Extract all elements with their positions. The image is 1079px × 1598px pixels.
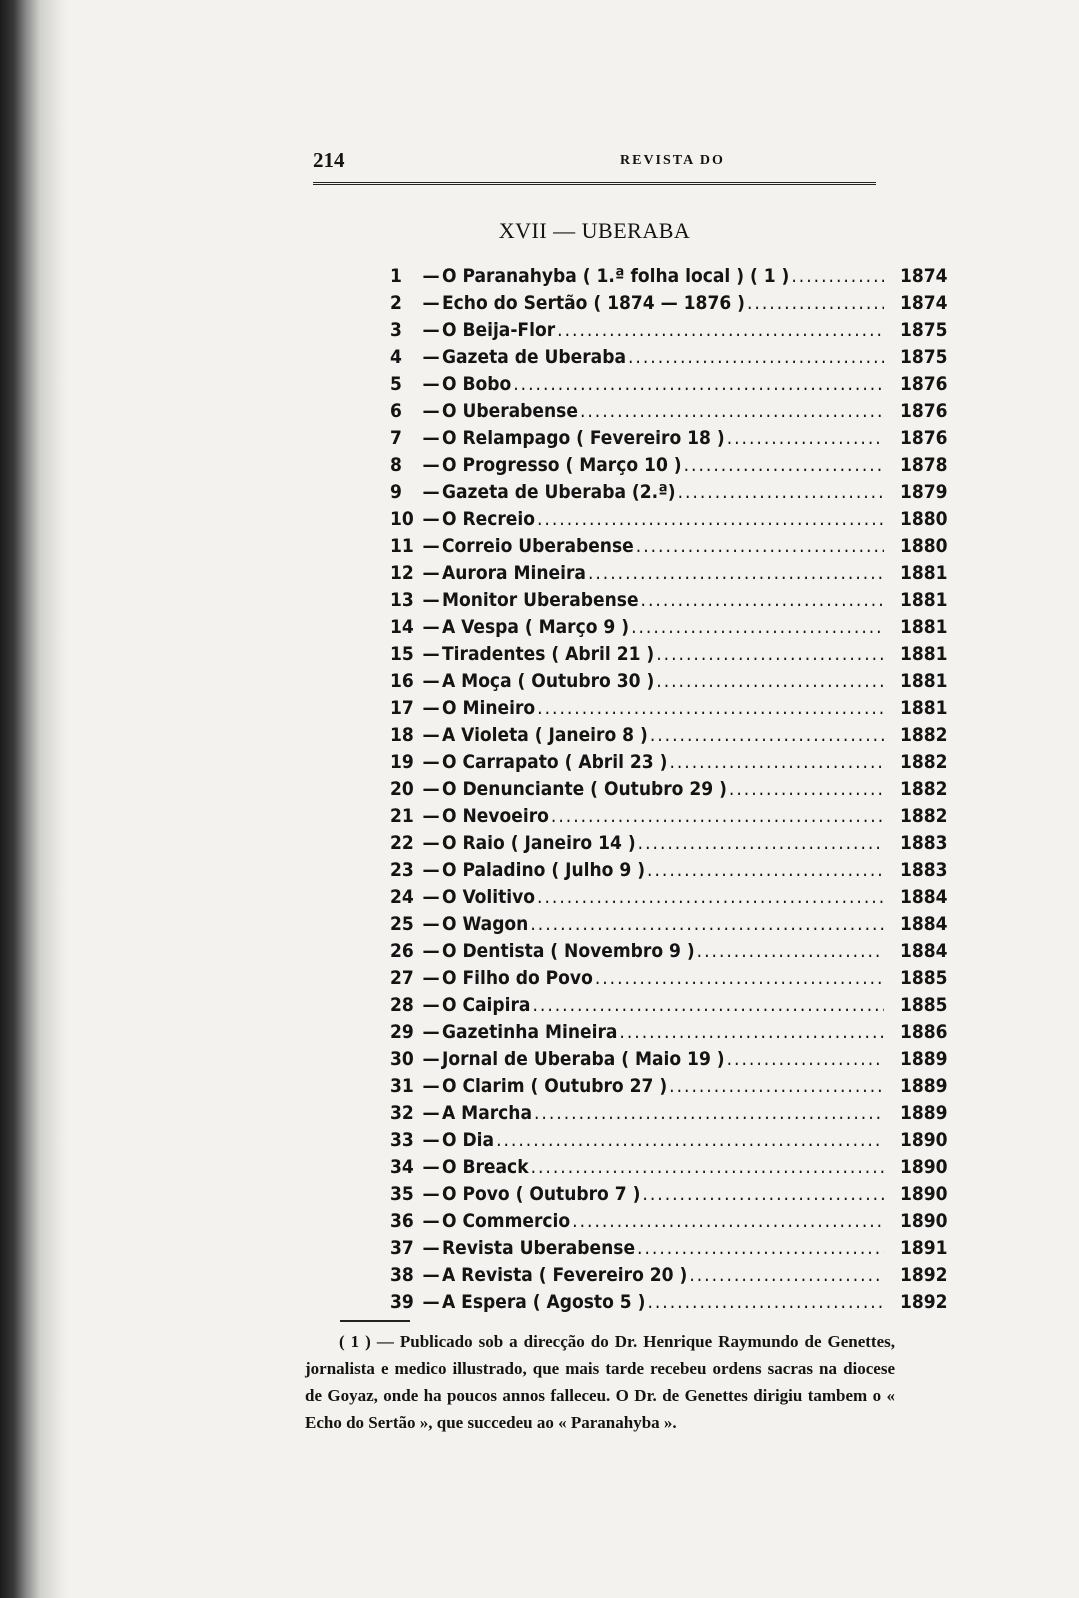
entry-dash: — [422,615,440,638]
list-item [390,640,970,667]
list-item [390,721,970,748]
entry-number: 18 [390,723,414,746]
entry-title: O Caipira [442,993,531,1016]
entry-number: 8 [390,453,402,476]
entry-title: O Relampago ( Fevereiro 18 ) [442,426,725,449]
list-item [390,937,970,964]
entry-dash: — [422,399,440,422]
entry-dash: — [422,453,440,476]
list-item [390,343,970,370]
entry-year: 1876 [900,372,948,395]
list-item [390,613,970,640]
entry-year: 1890 [900,1209,948,1232]
list-item [390,1072,970,1099]
entry-year: 1881 [900,588,948,611]
entry-number: 34 [390,1155,414,1178]
entry-dash: — [422,534,440,557]
list-item [390,505,970,532]
running-title: REVISTA DO [620,153,725,168]
list-item [390,451,970,478]
list-item [390,289,970,316]
dot-leader [642,1183,884,1205]
entry-title: A Revista ( Fevereiro 20 ) [442,1263,688,1286]
list-item [390,1207,970,1234]
entry-number: 10 [390,507,414,530]
entry-year: 1881 [900,669,948,692]
entry-title: Revista Uberabense [442,1236,636,1259]
entry-dash: — [422,669,440,692]
entry-dash: — [422,291,440,314]
entry-year: 1875 [900,318,948,341]
entry-dash: — [422,696,440,719]
list-item [390,694,970,721]
entry-dash: — [422,480,440,503]
entry-year: 1882 [900,723,948,746]
dot-leader [537,697,884,719]
entry-number: 26 [390,939,414,962]
dot-leader [647,1291,884,1313]
entry-dash: — [422,507,440,530]
footnote: ( 1 ) — Publicado sob a direcção do Dr. Henrique Raymundo de Genettes, jornalista e medico illustrado, que mais tarde recebeu ordens sacras na diocese de Goyaz, onde ha poucos annos falleceu. O Dr. de Genettes dirigiu tambem o « Echo do Sertão », que succedeu ao « Paranahyba ». [305,1332,895,1432]
list-item [390,559,970,586]
entry-dash: — [422,1047,440,1070]
entry-title: O Wagon [442,912,529,935]
dot-leader [588,562,884,584]
entry-number: 3 [390,318,402,341]
entry-title: O Commercio [442,1209,571,1232]
entry-number: 29 [390,1020,414,1043]
entry-dash: — [422,1101,440,1124]
dot-leader [631,616,884,638]
list-item [390,964,970,991]
entry-dash: — [422,966,440,989]
list-item [390,262,970,289]
entry-year: 1882 [900,777,948,800]
entry-year: 1876 [900,399,948,422]
dot-leader [537,508,884,530]
entry-year: 1883 [900,831,948,854]
dot-leader [580,400,884,422]
entry-year: 1879 [900,480,948,503]
dot-leader [650,724,884,746]
entry-title: A Vespa ( Março 9 ) [442,615,630,638]
entry-year: 1884 [900,885,948,908]
entry-dash: — [422,318,440,341]
entry-title: O Breack [442,1155,529,1178]
entry-number: 2 [390,291,402,314]
list-item [390,586,970,613]
entry-year: 1886 [900,1020,948,1043]
list-item [390,1099,970,1126]
dot-leader [496,1129,884,1151]
entry-number: 31 [390,1074,414,1097]
entry-title: O Paranahyba ( 1.ª folha local ) ( 1 ) [442,264,790,287]
list-item [390,1288,970,1315]
list-item [390,1126,970,1153]
entry-year: 1881 [900,561,948,584]
entry-title: Jornal de Uberaba ( Maio 19 ) [442,1047,725,1070]
list-item [390,748,970,775]
entry-number: 21 [390,804,414,827]
entry-title: A Moça ( Outubro 30 ) [442,669,655,692]
entry-dash: — [422,831,440,854]
entry-number: 27 [390,966,414,989]
entry-title: A Violeta ( Janeiro 8 ) [442,723,648,746]
entry-number: 23 [390,858,414,881]
entry-number: 30 [390,1047,414,1070]
page-number: 214 [313,148,345,172]
entry-title: A Espera ( Agosto 5 ) [442,1290,646,1313]
running-head [313,148,876,178]
entry-dash: — [422,1290,440,1313]
entry-year: 1885 [900,966,948,989]
entry-year: 1884 [900,939,948,962]
entry-year: 1890 [900,1182,948,1205]
list-item [390,1045,970,1072]
list-item [390,316,970,343]
entry-number: 15 [390,642,414,665]
dot-leader [636,535,884,557]
header-rule [313,182,876,185]
entry-year: 1874 [900,291,948,314]
entry-dash: — [422,885,440,908]
entry-title: O Denunciante ( Outubro 29 ) [442,777,727,800]
entry-title: Monitor Uberabense [442,588,639,611]
entry-number: 20 [390,777,414,800]
dot-leader [697,940,884,962]
entry-title: O Povo ( Outubro 7 ) [442,1182,641,1205]
entry-number: 33 [390,1128,414,1151]
entry-title: Correio Uberabense [442,534,634,557]
list-item [390,1234,970,1261]
entry-number: 38 [390,1263,414,1286]
entry-year: 1890 [900,1155,948,1178]
entry-number: 37 [390,1236,414,1259]
dot-leader [727,1048,884,1070]
entry-dash: — [422,642,440,665]
entry-dash: — [422,372,440,395]
list-item [390,370,970,397]
dot-leader [791,265,884,287]
entry-dash: — [422,1236,440,1259]
dot-leader [551,805,884,827]
entry-title: O Filho do Povo [442,966,593,989]
entry-year: 1882 [900,750,948,773]
dot-leader [537,886,884,908]
entry-year: 1880 [900,534,948,557]
entry-title: Gazeta de Uberaba [442,345,626,368]
entry-title: O Uberabense [442,399,578,422]
entry-title: O Raio ( Janeiro 14 ) [442,831,636,854]
entry-number: 11 [390,534,414,557]
entry-number: 28 [390,993,414,1016]
entry-number: 4 [390,345,402,368]
dot-leader [669,751,884,773]
entry-number: 17 [390,696,414,719]
list-item [390,478,970,505]
list-item [390,856,970,883]
entry-title: O Clarim ( Outubro 27 ) [442,1074,668,1097]
entry-dash: — [422,858,440,881]
list-item [390,775,970,802]
entry-number: 25 [390,912,414,935]
list-item [390,1018,970,1045]
entry-number: 16 [390,669,414,692]
list-item [390,1153,970,1180]
dot-leader [534,1102,884,1124]
entry-dash: — [422,1263,440,1286]
entry-number: 14 [390,615,414,638]
entry-year: 1883 [900,858,948,881]
entry-number: 5 [390,372,402,395]
dot-leader [647,859,884,881]
dot-leader [641,589,884,611]
entry-title: O Carrapato ( Abril 23 ) [442,750,668,773]
entry-dash: — [422,993,440,1016]
entry-number: 1 [390,264,402,287]
list-item [390,991,970,1018]
newspaper-list [390,262,970,1315]
dot-leader [684,454,884,476]
entry-dash: — [422,345,440,368]
entry-dash: — [422,1020,440,1043]
dot-leader [557,319,884,341]
entry-title: A Marcha [442,1101,532,1124]
list-item [390,829,970,856]
entry-dash: — [422,588,440,611]
entry-number: 35 [390,1182,414,1205]
entry-year: 1892 [900,1263,948,1286]
entry-title: O Nevoeiro [442,804,549,827]
dot-leader [531,1156,884,1178]
dot-leader [637,1237,884,1259]
entry-year: 1889 [900,1074,948,1097]
dot-leader [619,1021,884,1043]
entry-title: O Mineiro [442,696,536,719]
entry-dash: — [422,1209,440,1232]
entry-dash: — [422,426,440,449]
dot-leader [727,427,884,449]
list-item [390,424,970,451]
entry-title: Aurora Mineira [442,561,586,584]
entry-year: 1889 [900,1101,948,1124]
entry-year: 1889 [900,1047,948,1070]
entry-dash: — [422,1182,440,1205]
footnote-rule [340,1320,410,1322]
entry-year: 1878 [900,453,948,476]
entry-year: 1875 [900,345,948,368]
entry-dash: — [422,804,440,827]
entry-year: 1884 [900,912,948,935]
list-item [390,397,970,424]
entry-title: O Volitivo [442,885,536,908]
entry-dash: — [422,1074,440,1097]
entry-number: 22 [390,831,414,854]
entry-year: 1882 [900,804,948,827]
dot-leader [572,1210,884,1232]
entry-number: 12 [390,561,414,584]
dot-leader [729,778,884,800]
dot-leader [656,670,884,692]
section-title: XVII — UBERABA [498,218,691,243]
entry-year: 1890 [900,1128,948,1151]
dot-leader [595,967,884,989]
list-item [390,910,970,937]
entry-title: O Paladino ( Julho 9 ) [442,858,646,881]
entry-dash: — [422,1128,440,1151]
list-item [390,802,970,829]
list-item [390,667,970,694]
dot-leader [656,643,884,665]
dot-leader [513,373,884,395]
dot-leader [530,913,884,935]
entry-dash: — [422,561,440,584]
dot-leader [678,481,884,503]
entry-year: 1881 [900,615,948,638]
dot-leader [628,346,884,368]
entry-dash: — [422,723,440,746]
entry-number: 32 [390,1101,414,1124]
dot-leader [532,994,884,1016]
dot-leader [689,1264,884,1286]
list-item [390,1261,970,1288]
list-item [390,532,970,559]
entry-dash: — [422,777,440,800]
dot-leader [669,1075,884,1097]
entry-year: 1881 [900,696,948,719]
list-item [390,1180,970,1207]
entry-title: O Bobo [442,372,512,395]
entry-number: 9 [390,480,402,503]
list-item [390,883,970,910]
entry-number: 24 [390,885,414,908]
entry-dash: — [422,939,440,962]
dot-leader [747,292,884,314]
entry-year: 1891 [900,1236,948,1259]
entry-title: Tiradentes ( Abril 21 ) [442,642,655,665]
entry-title: Gazetinha Mineira [442,1020,618,1043]
entry-number: 36 [390,1209,414,1232]
entry-number: 39 [390,1290,414,1313]
entry-dash: — [422,264,440,287]
entry-number: 19 [390,750,414,773]
entry-title: O Dia [442,1128,495,1151]
entry-title: O Dentista ( Novembro 9 ) [442,939,695,962]
entry-dash: — [422,912,440,935]
entry-number: 13 [390,588,414,611]
entry-number: 7 [390,426,402,449]
entry-number: 6 [390,399,402,422]
entry-dash: — [422,750,440,773]
entry-dash: — [422,1155,440,1178]
entry-year: 1885 [900,993,948,1016]
entry-year: 1892 [900,1290,948,1313]
entry-title: Echo do Sertão ( 1874 — 1876 ) [442,291,745,314]
entry-year: 1880 [900,507,948,530]
entry-title: O Beija-Flor [442,318,556,341]
entry-title: Gazeta de Uberaba (2.ª) [442,480,676,503]
entry-title: O Recreio [442,507,535,530]
entry-year: 1881 [900,642,948,665]
entry-year: 1876 [900,426,948,449]
entry-title: O Progresso ( Março 10 ) [442,453,682,476]
entry-year: 1874 [900,264,948,287]
dot-leader [638,832,884,854]
